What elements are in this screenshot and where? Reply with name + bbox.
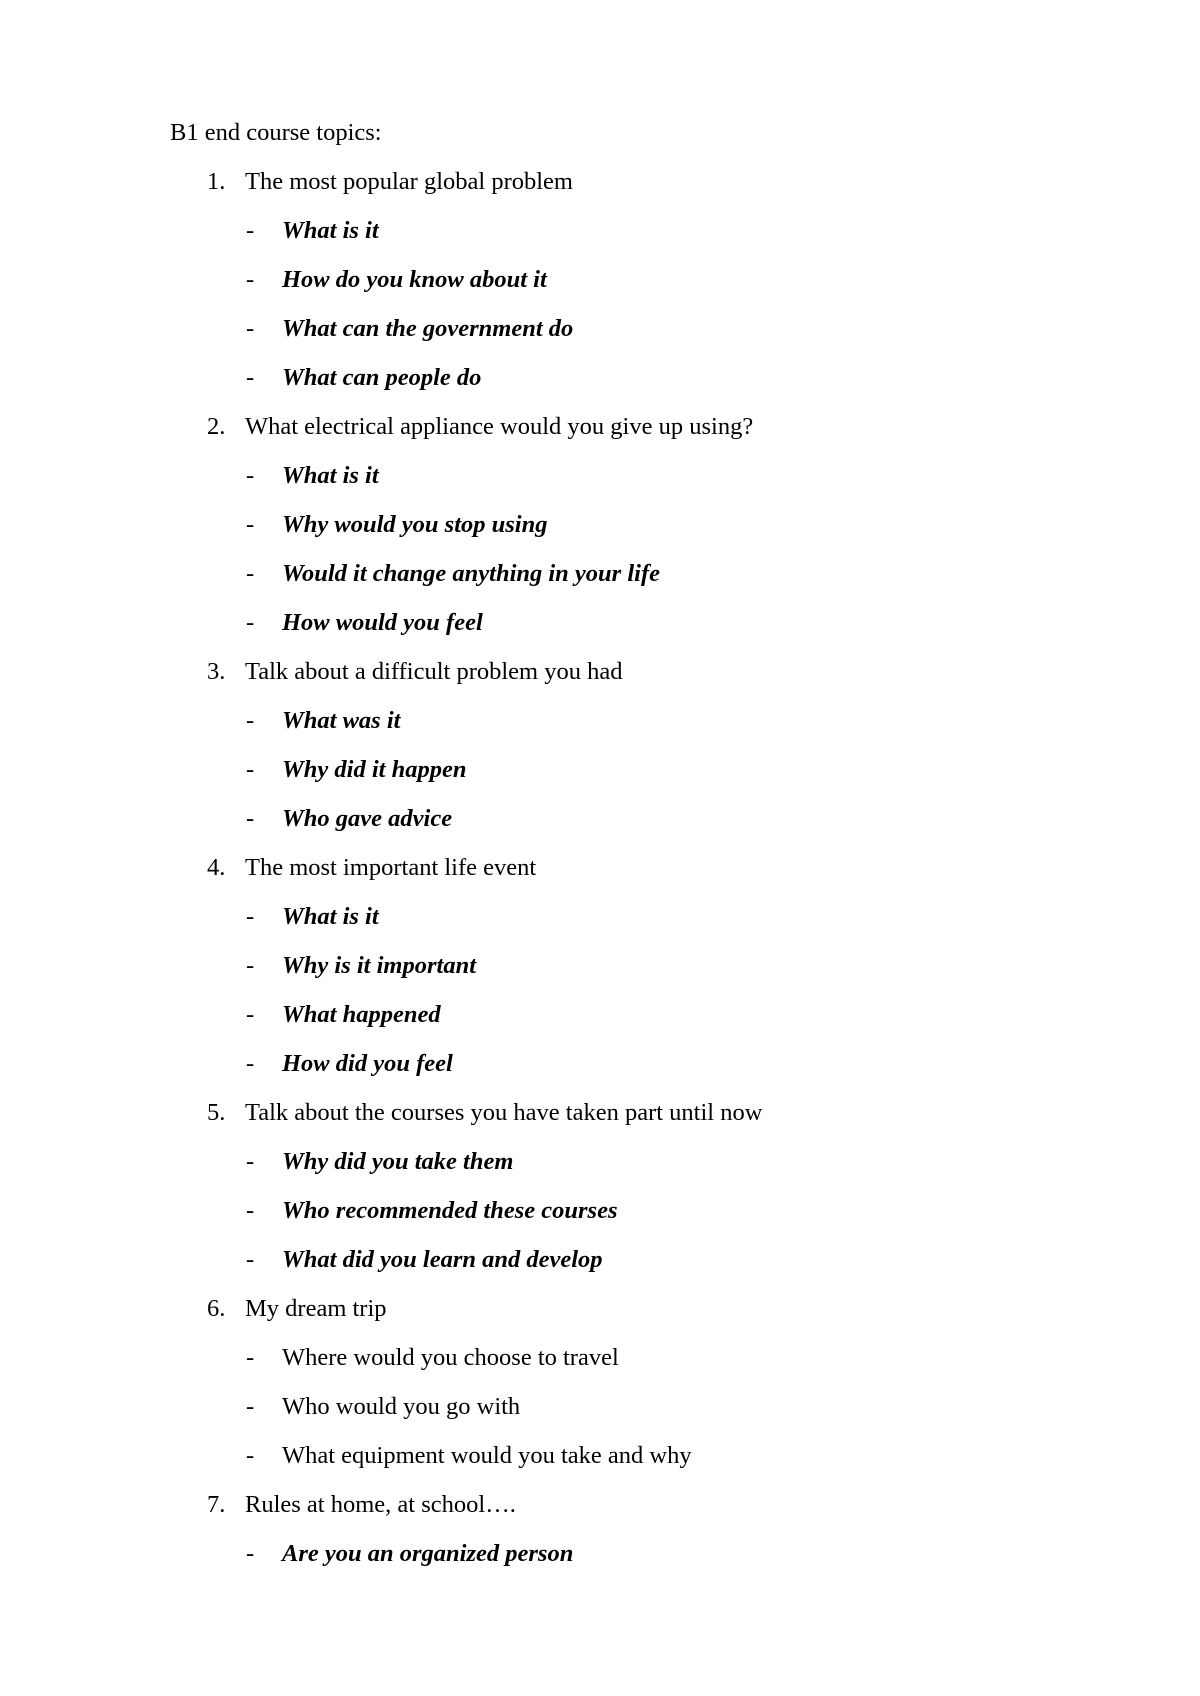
dash-bullet: - (246, 1344, 255, 1371)
dash-bullet: - (246, 707, 255, 734)
subpoint-text: Why did it happen (282, 756, 467, 783)
subpoint-text: Are you an organized person (282, 1540, 574, 1567)
dash-bullet: - (246, 1393, 255, 1420)
subpoint-text: Would it change anything in your life (282, 560, 660, 587)
dash-bullet: - (246, 560, 255, 587)
dash-bullet: - (246, 315, 255, 342)
dash-bullet: - (246, 805, 255, 832)
dash-bullet: - (246, 364, 255, 391)
subpoint-text: What is it (282, 217, 379, 244)
dash-bullet: - (246, 1050, 255, 1077)
topic-title: Talk about the courses you have taken part until now (245, 1099, 763, 1126)
dash-bullet: - (246, 1197, 255, 1224)
dash-bullet: - (246, 1246, 255, 1273)
topic-number: 3. (207, 658, 226, 685)
subpoint-text: Who would you go with (282, 1393, 521, 1420)
subpoint-text: What is it (282, 462, 379, 489)
subpoint-text: Who recommended these courses (282, 1197, 618, 1224)
topic-number: 5. (207, 1099, 226, 1126)
topic-title: My dream trip (245, 1295, 387, 1322)
subpoint-text: Who gave advice (282, 805, 453, 832)
subpoint-text: What equipment would you take and why (282, 1442, 692, 1469)
subpoint-text: How would you feel (282, 609, 483, 636)
subpoint-text: Where would you choose to travel (282, 1344, 619, 1371)
subpoint-text: What happened (282, 1001, 441, 1028)
dash-bullet: - (246, 903, 255, 930)
topic-title: Talk about a difficult problem you had (245, 658, 623, 685)
topic-title: What electrical appliance would you give up using? (245, 413, 754, 440)
dash-bullet: - (246, 217, 255, 244)
dash-bullet: - (246, 1148, 255, 1175)
dash-bullet: - (246, 952, 255, 979)
dash-bullet: - (246, 1442, 255, 1469)
subpoint-text: What is it (282, 903, 379, 930)
subpoint-text: Why would you stop using (282, 511, 548, 538)
topic-number: 1. (207, 168, 226, 195)
subpoint-text: How do you know about it (282, 266, 547, 293)
dash-bullet: - (246, 511, 255, 538)
subpoint-text: What was it (282, 707, 401, 734)
dash-bullet: - (246, 1540, 255, 1567)
subpoint-text: Why did you take them (282, 1148, 514, 1175)
dash-bullet: - (246, 756, 255, 783)
topic-number: 6. (207, 1295, 226, 1322)
subpoint-text: How did you feel (282, 1050, 453, 1077)
dash-bullet: - (246, 462, 255, 489)
subpoint-text: What did you learn and develop (282, 1246, 603, 1273)
topic-number: 7. (207, 1491, 226, 1518)
topic-title: The most important life event (245, 854, 537, 881)
topic-number: 2. (207, 413, 226, 440)
page-heading: B1 end course topics: (170, 119, 382, 146)
topic-title: The most popular global problem (245, 168, 573, 195)
topic-title: Rules at home, at school…. (245, 1491, 516, 1518)
subpoint-text: What can the government do (282, 315, 574, 342)
subpoint-text: What can people do (282, 364, 482, 391)
topic-number: 4. (207, 854, 226, 881)
dash-bullet: - (246, 266, 255, 293)
dash-bullet: - (246, 1001, 255, 1028)
subpoint-text: Why is it important (282, 952, 477, 979)
dash-bullet: - (246, 609, 255, 636)
